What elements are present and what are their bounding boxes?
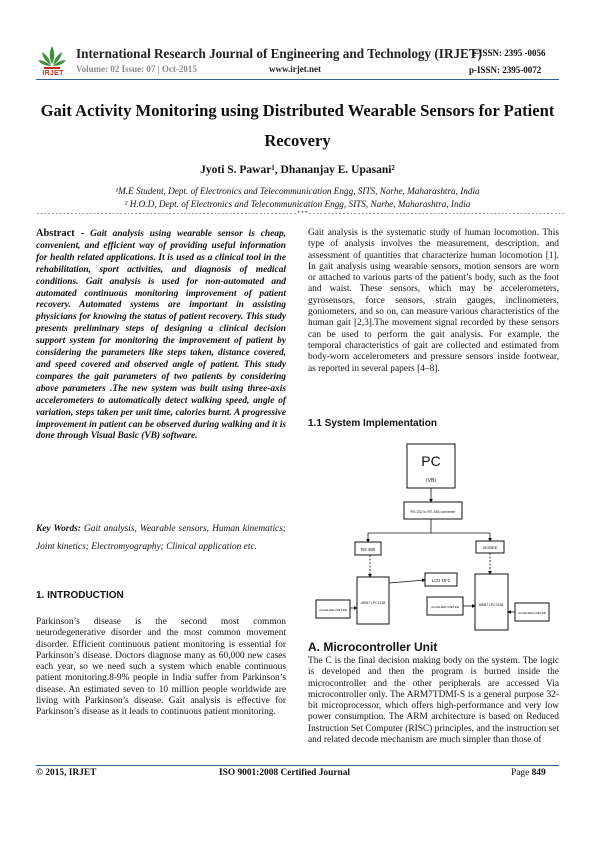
introduction-heading: 1. INTRODUCTION	[36, 590, 124, 601]
affiliation-1: ¹M.E Student, Dept. of Electronics and Telecommunication Engg, SITS, Narhe, Maharashtra, India	[115, 186, 480, 196]
arm-right-block	[475, 574, 508, 630]
sensor-right-label: ACCELERO METER	[518, 611, 546, 615]
footer-copyright: © 2015, IRJET	[36, 768, 97, 778]
page-number: 849	[531, 768, 546, 778]
lcd-label: LCD 16*2	[431, 578, 451, 583]
abstract	[36, 228, 286, 443]
section-separator: ---------------------------------------------------------------------***--------------------------------------------------------------------	[36, 210, 566, 217]
gait-analysis-paragraph: Gait analysis is the systematic study of human locomotion. This type of analysis involves the measurement, description, and assessment of quantities that characterize human locomotion [1]. In gait analysis using wearable sensors, motion sensors are worn or attached to various parts of the patient’s body, such as the foot and waist. These sensors, which may be accelerometers, gyrosensors, force sensors, strain gauges, inclinometers, goniometers, and so on, can measure various characteristics of the human gait [2,3].The movement signal recorded by these sensors can be used to perform the gait analysis. For example, the temporal characteristics of gait are collected and estimated from body-worn accelerometers and pressure sensors inside footwear, as reported in several papers [4–8].	[308, 228, 559, 374]
paper-authors: Jyoti S. Pawar¹, Dhananjay E. Upasani²	[200, 164, 395, 176]
abstract-text: Gait analysis using wearable sensor is cheap, convenient, and efficient way of providing useful information for health related applications. It is used as a clinical tool in the rehabilitation, sport activities, and diagnosis of medical conditions. Gait analysis is used for non-automated and automated continuous monitoring improvement of patient recovery. Automated systems are important in assisting physicians for knowing the status of patient recovery. This study presents preliminary steps of designing a clinical decision support system for monitoring the improvement of patient by considering the parameters like steps taken, distance covered, and speed covered and observed angle of patient. This study compares the gait parameters of two patients by considering above parameters .The new system was built using three-axis accelerometers to automatically detect walking speed, angle of variation, steps taken per unit time, calories burnt. A progressive improvement in patient can be observed during walking and it is done through Visual Basic (VB) software.	[36, 229, 286, 442]
sensor-mid-label: ACCELERO METER	[431, 605, 459, 609]
introduction-text: Parkinson’s disease is the second most common neurodegenerative disorder and the most common movement disorder. Efficient continuous patient monitoring is essential for Parkinson’s disease. Doctors diagnose many as 60,000 new cases each year, so we need such a system which enable continuous patient monitoring.8-9% people in India suffer from Parkinson’s disease. An estimated seven to 10 million people worldwide are living with Parkinson’s disease. Gait analysis is effective for Parkinson’s disease as it leads to continuous patient monitoring.	[36, 617, 286, 718]
keywords	[36, 520, 286, 556]
sensor-left-label: ACCELERO METER	[319, 608, 347, 612]
abstract-label: Abstract -	[36, 228, 85, 239]
journal-name: International Research Journal of Engineering and Technology (IRJET)	[76, 46, 483, 61]
pc-sublabel: (VB)	[426, 478, 436, 484]
footer-divider	[36, 765, 559, 766]
system-block-diagram	[319, 438, 550, 638]
keywords-label: Key Words:	[36, 524, 81, 534]
pc-label: PC	[421, 453, 441, 469]
keywords-text: Gait analysis, Wearable sensors, Human kinematics; Joint kinetics; Electromyography; Clinical application etc.	[36, 524, 286, 552]
logo-text: IRJET	[42, 70, 64, 77]
footer-certification: ISO 9001:2008 Certified Journal	[219, 768, 350, 778]
system-implementation-heading: 1.1 System Implementation	[308, 418, 437, 429]
arm-left-label: ARM7 LPC2138	[360, 601, 386, 605]
arm-right-label: ARM7 LPC2138	[478, 603, 504, 607]
volume-issue: Volume: 02 Issue: 07 | Oct-2015	[76, 64, 197, 74]
microcontroller-heading: A. Microcontroller Unit	[308, 640, 438, 654]
zigbee-label: ZIGBEE	[482, 545, 498, 550]
affiliation-2: ² H.O.D, Dept. of Electronics and Telecommunication Engg, SITS, Narhe, Maharashtra, India	[124, 199, 471, 209]
e-issn: e-ISSN: 2395 -0056	[472, 48, 546, 58]
page-label: Page	[511, 768, 530, 778]
header-divider	[36, 79, 559, 80]
paper-title: Gait Activity Monitoring using Distributed Wearable Sensors for Patient Recovery	[40, 101, 555, 150]
microcontroller-text: The C is the final decision making body on the system. The logic is developed and then the program is burned inside the microcontroller and the other peripherals are accessed Via microcontroller only. The ARM7TDMI-S is a general purpose 32-bit microprocessor, which offers high-performance and very low power consumption. The ARM architecture is based on Reduced Instruction Set Computer (RISC) principles, and the instruction set and related decode mechanism are much simpler than those of	[308, 656, 559, 746]
rs485-label: RS 485	[361, 547, 375, 552]
converter-label: RS 232 to RS 485 converter	[410, 510, 456, 514]
footer-page	[511, 768, 546, 778]
p-issn: p-ISSN: 2395-0072	[469, 65, 542, 75]
journal-website: www.irjet.net	[269, 64, 321, 74]
